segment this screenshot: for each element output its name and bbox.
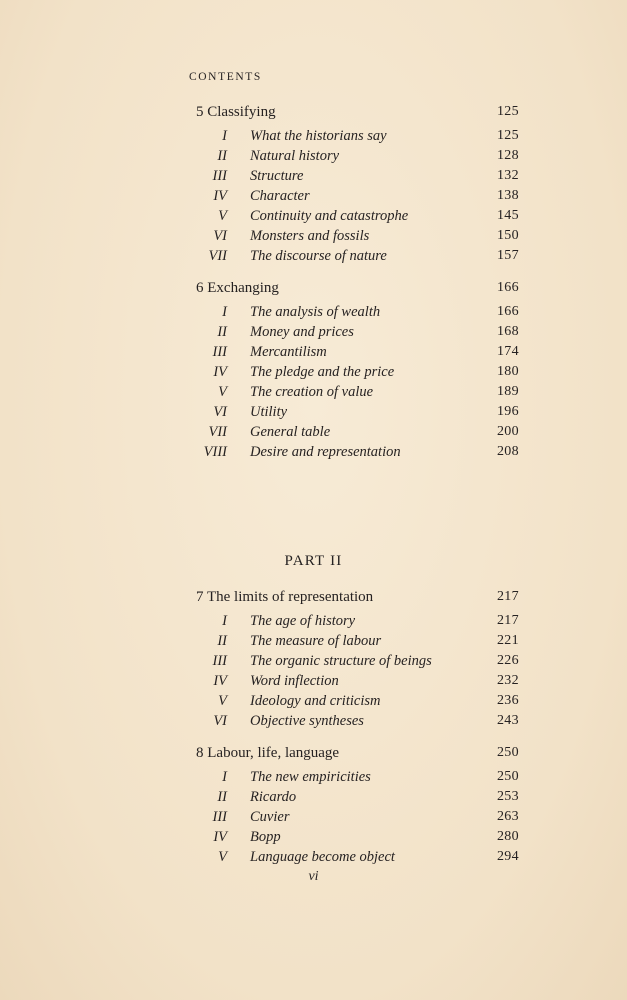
section-entry bbox=[0, 404, 627, 424]
section-entry bbox=[0, 344, 627, 364]
part-heading: PART II bbox=[284, 553, 343, 569]
section-entry bbox=[0, 148, 627, 168]
page-number: 166 bbox=[497, 280, 519, 295]
page-number: 157 bbox=[497, 248, 519, 263]
section-title: What the historians say bbox=[250, 128, 387, 144]
page-number: 138 bbox=[497, 188, 519, 203]
section-entry bbox=[0, 248, 627, 268]
section-entry bbox=[0, 188, 627, 208]
page-number: 250 bbox=[497, 769, 519, 784]
section-entry bbox=[0, 384, 627, 404]
section-title: General table bbox=[250, 424, 331, 440]
section-numeral: V bbox=[218, 693, 227, 709]
section-numeral: VIII bbox=[203, 444, 227, 460]
section-title: Continuity and catastrophe bbox=[250, 208, 409, 224]
section-title: The organic structure of beings bbox=[250, 653, 432, 669]
page-number: 180 bbox=[497, 364, 519, 379]
section-entry bbox=[0, 829, 627, 849]
page-number: 125 bbox=[497, 128, 519, 143]
page-number: 208 bbox=[497, 444, 519, 459]
section-title: The pledge and the price bbox=[250, 364, 395, 380]
section-entry bbox=[0, 128, 627, 148]
section-title: Monsters and fossils bbox=[250, 228, 370, 244]
section-numeral: IV bbox=[213, 364, 227, 380]
page-number: 250 bbox=[497, 745, 519, 760]
section-entry bbox=[0, 304, 627, 324]
section-numeral: I bbox=[222, 613, 227, 629]
chapter-entry bbox=[0, 589, 627, 609]
page-number: 174 bbox=[497, 344, 519, 359]
section-title: Natural history bbox=[250, 148, 340, 164]
section-title: Ideology and criticism bbox=[250, 693, 381, 709]
section-numeral: III bbox=[212, 344, 227, 360]
section-entry bbox=[0, 809, 627, 829]
section-title: Mercantilism bbox=[250, 344, 327, 360]
chapter-entry bbox=[0, 104, 627, 124]
section-numeral: IV bbox=[213, 673, 227, 689]
section-numeral: IV bbox=[213, 188, 227, 204]
section-numeral: I bbox=[222, 769, 227, 785]
section-numeral: III bbox=[212, 168, 227, 184]
page-number: 243 bbox=[497, 713, 519, 728]
page-number: 236 bbox=[497, 693, 519, 708]
section-entry bbox=[0, 769, 627, 789]
chapter-title: 6 Exchanging bbox=[196, 280, 279, 296]
section-title: Ricardo bbox=[250, 789, 297, 805]
section-title: The measure of labour bbox=[250, 633, 382, 649]
running-head: CONTENTS bbox=[189, 71, 262, 83]
section-numeral: I bbox=[222, 304, 227, 320]
section-entry bbox=[0, 789, 627, 809]
section-entry bbox=[0, 693, 627, 713]
section-numeral: II bbox=[217, 148, 227, 164]
section-title: Structure bbox=[250, 168, 304, 184]
section-entry bbox=[0, 208, 627, 228]
page-number: 221 bbox=[497, 633, 519, 648]
chapter-entry bbox=[0, 280, 627, 300]
section-title: The creation of value bbox=[250, 384, 374, 400]
chapter-title: 7 The limits of representation bbox=[196, 589, 374, 605]
page-number: 294 bbox=[497, 849, 519, 864]
section-entry bbox=[0, 673, 627, 693]
section-title: Character bbox=[250, 188, 310, 204]
section-title: Desire and representation bbox=[250, 444, 401, 460]
section-entry bbox=[0, 633, 627, 653]
section-numeral: II bbox=[217, 324, 227, 340]
section-entry bbox=[0, 364, 627, 384]
section-numeral: II bbox=[217, 789, 227, 805]
page-number: 196 bbox=[497, 404, 519, 419]
page-number: 217 bbox=[497, 589, 519, 604]
section-numeral: VI bbox=[213, 713, 227, 729]
section-entry bbox=[0, 653, 627, 673]
section-title: Utility bbox=[250, 404, 288, 420]
section-title: Language become object bbox=[250, 849, 395, 865]
section-entry bbox=[0, 424, 627, 444]
section-entry bbox=[0, 324, 627, 344]
page-number: 226 bbox=[497, 653, 519, 668]
section-title: Word inflection bbox=[250, 673, 339, 689]
section-numeral: V bbox=[218, 208, 227, 224]
chapter-entry bbox=[0, 745, 627, 765]
section-entry bbox=[0, 849, 627, 869]
section-title: Cuvier bbox=[250, 809, 290, 825]
section-title: The new empiricities bbox=[250, 769, 371, 785]
page-number: 232 bbox=[497, 673, 519, 688]
section-title: The discourse of nature bbox=[250, 248, 387, 264]
page-number: 200 bbox=[497, 424, 519, 439]
page-number: 217 bbox=[497, 613, 519, 628]
page-number: 189 bbox=[497, 384, 519, 399]
page-number: 253 bbox=[497, 789, 519, 804]
section-entry bbox=[0, 444, 627, 464]
section-entry bbox=[0, 613, 627, 633]
section-numeral: IV bbox=[213, 829, 227, 845]
section-numeral: VII bbox=[208, 424, 227, 440]
section-title: The analysis of wealth bbox=[250, 304, 381, 320]
section-numeral: V bbox=[218, 849, 227, 865]
section-numeral: II bbox=[217, 633, 227, 649]
section-title: Money and prices bbox=[250, 324, 354, 340]
page-number: 280 bbox=[497, 829, 519, 844]
section-numeral: III bbox=[212, 809, 227, 825]
section-title: Bopp bbox=[250, 829, 281, 845]
section-numeral: VI bbox=[213, 228, 227, 244]
page-number: 168 bbox=[497, 324, 519, 339]
section-numeral: VI bbox=[213, 404, 227, 420]
section-numeral: I bbox=[222, 128, 227, 144]
page-folio: vi bbox=[308, 869, 319, 884]
section-title: The age of history bbox=[250, 613, 356, 629]
section-numeral: VII bbox=[208, 248, 227, 264]
chapter-title: 8 Labour, life, language bbox=[196, 745, 340, 761]
page-number: 125 bbox=[497, 104, 519, 119]
page-number: 128 bbox=[497, 148, 519, 163]
page-number: 132 bbox=[497, 168, 519, 183]
page-number: 145 bbox=[497, 208, 519, 223]
section-entry bbox=[0, 713, 627, 733]
section-title: Objective syntheses bbox=[250, 713, 364, 729]
section-entry bbox=[0, 168, 627, 188]
page-number: 166 bbox=[497, 304, 519, 319]
page-number: 150 bbox=[497, 228, 519, 243]
section-numeral: III bbox=[212, 653, 227, 669]
section-numeral: V bbox=[218, 384, 227, 400]
chapter-title: 5 Classifying bbox=[196, 104, 276, 120]
section-entry bbox=[0, 228, 627, 248]
page-number: 263 bbox=[497, 809, 519, 824]
